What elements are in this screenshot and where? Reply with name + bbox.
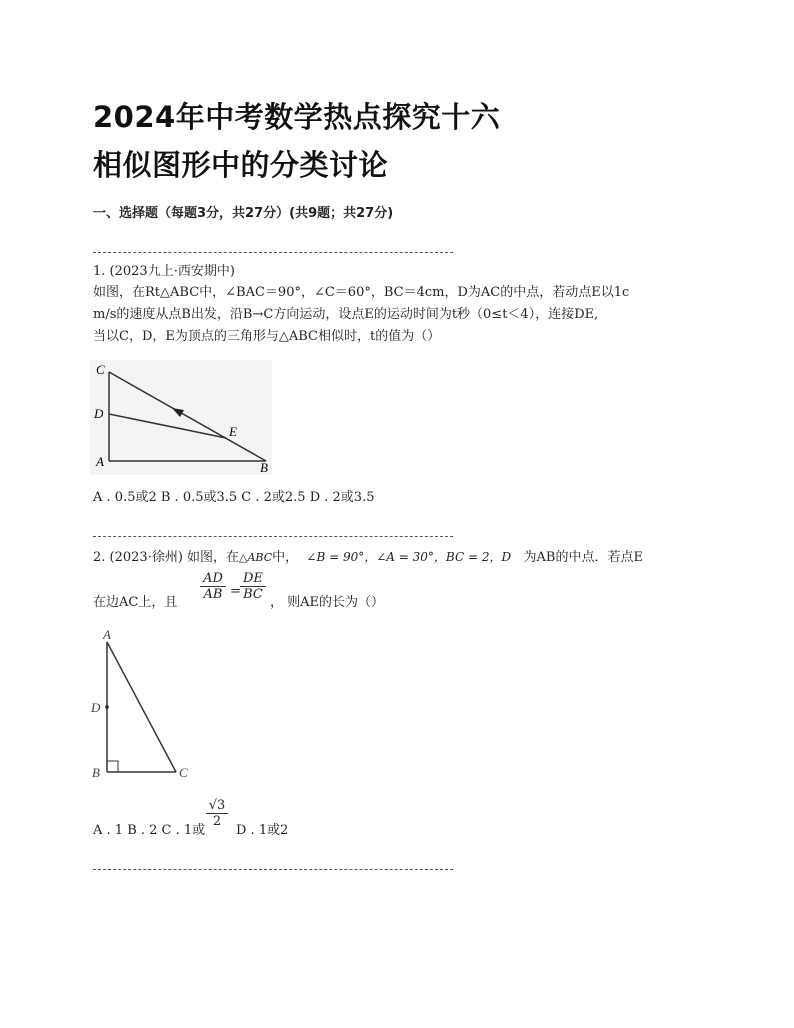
q2-text-line1 [93, 548, 643, 567]
section-heading: 一、选择题（每题3分，共27分）(共9题；共27分) [93, 206, 394, 221]
q2-text-line2-suffix: ， 则AE的长为（） [270, 595, 385, 610]
equals-sign: = [230, 584, 241, 599]
segment-ac [107, 642, 176, 772]
q2-text: 中， [272, 550, 299, 565]
q1-options: A . 0.5或2 B . 0.5或3.5 C . 2或2.5 D . 2或3.5 [93, 490, 375, 505]
q1-source: 1. (2023九上·西安期中) [93, 264, 235, 279]
fraction-de-bc [240, 571, 266, 602]
label-b: B [260, 460, 268, 475]
label-d: D [91, 700, 101, 715]
separator [93, 536, 453, 537]
fraction-numerator: √3 [208, 798, 226, 813]
fraction-denominator: 2 [212, 814, 222, 829]
fraction-denominator: BC [243, 587, 263, 602]
q1-text-line3: 当以C，D，E为顶点的三角形与△ABC相似时，t的值为（） [93, 329, 441, 344]
fraction-numerator: AD [203, 571, 223, 586]
q2-conditions: ∠B = 90°，∠A = 30°，BC = 2，D [306, 550, 512, 564]
q2-triangle: △ABC [239, 551, 273, 564]
q1-text-line1: 如图，在Rt△ABC中，∠BAC＝90°，∠C＝60°，BC＝4cm，D为AC的中点，若动点E以1c [93, 285, 630, 300]
label-a: A [103, 627, 111, 642]
label-d: D [94, 406, 104, 421]
q1-figure [90, 360, 272, 475]
label-b: B [92, 765, 100, 780]
q2-text-line2-prefix: 在边AC上，且 [93, 595, 178, 610]
q1-text-line2: m/s的速度从点B出发，沿B→C方向运动，设点E的运动时间为t秒（0≤t＜4），连接DE, [93, 307, 599, 322]
q2-figure [88, 626, 198, 782]
fraction-sqrt3-over-2 [206, 798, 228, 829]
right-angle-marker-icon [107, 761, 118, 772]
label-e: E [229, 424, 237, 439]
separator [93, 869, 453, 870]
separator [93, 252, 453, 253]
label-c: C [179, 765, 188, 780]
page-subtitle: 相似图形中的分类讨论 [93, 148, 389, 182]
page-title: 2024年中考数学热点探究十六 [93, 100, 501, 134]
point-d [105, 705, 109, 709]
q2-options-suffix: D . 1或2 [236, 823, 289, 838]
q2-text: 为AB的中点．若点E [523, 550, 643, 565]
fraction-denominator: AB [203, 587, 223, 602]
q2-source: 2. (2023·徐州) 如图，在 [93, 550, 240, 565]
fraction-numerator: DE [243, 571, 263, 586]
q2-options-prefix: A . 1 B . 2 C . 1或 [93, 823, 206, 838]
label-c: C [96, 362, 105, 377]
label-a: A [96, 454, 104, 469]
fraction-ad-ab [200, 571, 226, 602]
